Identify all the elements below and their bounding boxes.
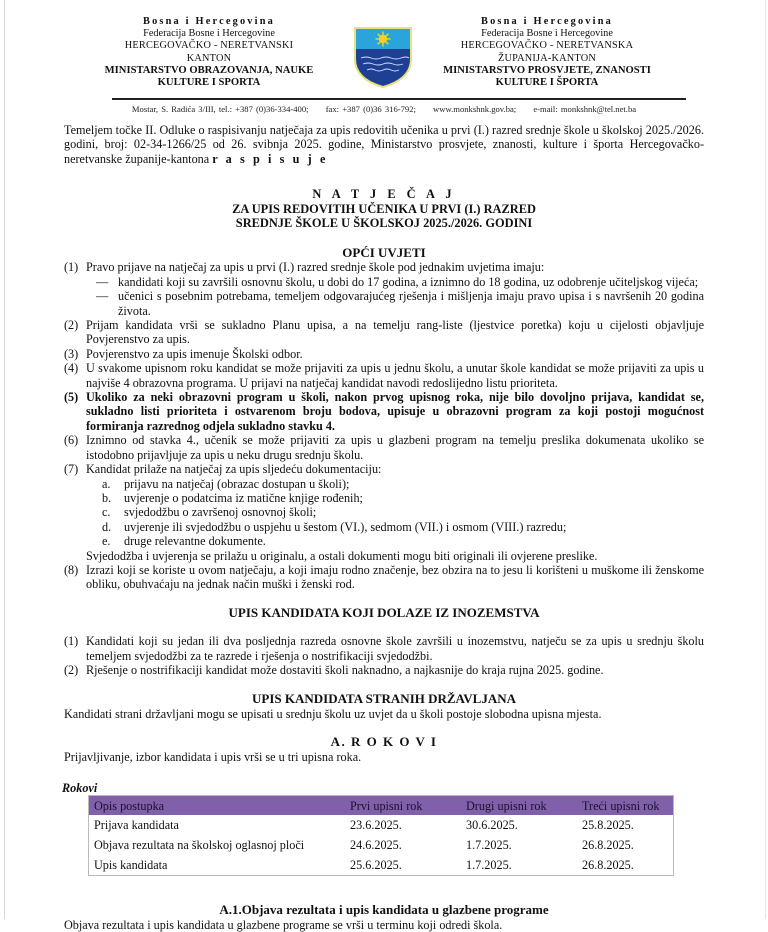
document-list-item bbox=[64, 491, 704, 505]
item-text: uvjerenje ili svjedodžbu o uspjehu u šestom (VI.), sedmom (VII.) i osmom (VIII.) razredu; bbox=[124, 519, 567, 534]
deadlines-table-label: Rokovi bbox=[62, 781, 98, 795]
list-item bbox=[64, 433, 704, 462]
ministry-name: MINISTARSTVO OBRAZOVANJA, NAUKE bbox=[104, 64, 314, 76]
table-cell: Upis kandidata bbox=[94, 858, 168, 873]
deadlines-table bbox=[88, 795, 674, 876]
item-number: (4) bbox=[64, 361, 79, 376]
dash-bullet: — bbox=[96, 274, 109, 289]
list-item bbox=[64, 634, 704, 663]
item-number: (7) bbox=[64, 462, 79, 477]
section-heading-abroad: UPIS KANDIDATA KOJI DOLAZE IZ INOZEMSTVA bbox=[228, 604, 540, 620]
section-heading-music: A.1.Objava rezultata i upis kandidata u glazbene programe bbox=[219, 902, 549, 918]
letterhead-left bbox=[84, 16, 334, 89]
item-text: Pravo prijave na natječaj za upis u prvi (I.) razred srednje škole pod jednakim uvjetima imaju: bbox=[86, 260, 545, 275]
list-item bbox=[64, 663, 704, 677]
contact-email-link[interactable]: e-mail: monkshnk@tel.net.ba bbox=[533, 104, 637, 114]
document-list-item bbox=[64, 520, 704, 534]
table-cell: Prijava kandidata bbox=[94, 818, 179, 833]
table-cell: Objava rezultata na školskoj oglasnoj ploči bbox=[94, 838, 305, 853]
table-header-row bbox=[89, 796, 674, 816]
dash-item bbox=[64, 275, 704, 289]
item-text: Povjerenstvo za upis imenuje Školski odbor. bbox=[86, 346, 303, 361]
section-heading-deadlines: A. R O K O V I bbox=[330, 734, 438, 750]
column-header: Prvi upisni rok bbox=[345, 796, 461, 816]
item-text: uvjerenje o podatcima iz matične knjige rođenih; bbox=[124, 490, 363, 505]
contact-line bbox=[64, 104, 704, 114]
item-letter: e. bbox=[102, 534, 111, 549]
document-body bbox=[64, 123, 704, 932]
federation-name: Federacija Bosne i Hercegovine bbox=[481, 28, 613, 40]
table-cell: 26.8.2025. bbox=[582, 838, 634, 853]
item-text: U svakome upisnom roku kandidat se može prijaviti za upis u jednu školu, a unutar škole kandidat se može prijaviti za upis u najviše 4 obrazovna programa. U prijavi na natječaj kandidat navodi redoslijedno listu prioriteta. bbox=[86, 361, 704, 390]
canton-name: HERCEGOVAČKO - NERETVANSKA bbox=[460, 40, 634, 52]
contact-website-link[interactable]: www.monkshnk.gov.ba; bbox=[433, 104, 517, 114]
item-number: (6) bbox=[64, 433, 79, 448]
federation-name: Federacija Bosne i Hercegovine bbox=[143, 28, 275, 40]
letterhead bbox=[64, 0, 704, 95]
table-cell: 23.6.2025. bbox=[350, 818, 402, 833]
title-line-2: ZA UPIS REDOVITIH UČENIKA U PRVI (I.) RAZRED bbox=[232, 201, 536, 216]
list-item bbox=[64, 361, 704, 390]
document-title bbox=[64, 187, 704, 231]
title-line-3: SREDNJE ŠKOLE U ŠKOLSKOJ 2025./2026. GODINI bbox=[235, 216, 533, 231]
canton-label: KANTON bbox=[186, 52, 232, 64]
canton-label: ŽUPANIJA-KANTON bbox=[498, 52, 596, 64]
country-name: Bosna i Hercegovina bbox=[481, 16, 613, 27]
item-text: Izrazi koji se koriste u ovom natječaju, a koji imaju rodno značenje, bez obzira na to jesu li korišteni u muškome ili ženskome obliku, obuhvaćaju na jednak način muški i ženski rod. bbox=[86, 562, 704, 592]
item-number: (2) bbox=[64, 662, 79, 677]
item-text: Kandidat prilaže na natječaj za upis sljedeću dokumentaciju: bbox=[86, 462, 382, 477]
item-number: (1) bbox=[64, 260, 79, 275]
dash-item bbox=[64, 289, 704, 318]
dash-text: učenici s posebnim potrebama, temeljem odgovarajućeg rješenja i mišljenja imaju pravo upisa i s navršenih 20 godina života. bbox=[118, 289, 704, 318]
music-paragraph: Objava rezultata i upis kandidata u glazbene programe se vrši u terminu koji odredi škola. bbox=[64, 917, 503, 932]
section-heading-foreign: UPIS KANDIDATA STRANIH DRŽAVLJANA bbox=[251, 691, 516, 707]
item-number: (2) bbox=[64, 318, 79, 333]
canton-name: HERCEGOVAČKO - NERETVANSKI bbox=[124, 40, 294, 52]
table-cell: 1.7.2025. bbox=[466, 858, 512, 873]
country-name: Bosna i Hercegovina bbox=[143, 16, 275, 27]
column-header: Treći upisni rok bbox=[577, 796, 674, 816]
document-list-item bbox=[64, 534, 704, 548]
list-item bbox=[64, 563, 704, 592]
document-page bbox=[62, 0, 704, 932]
document-list-item bbox=[64, 477, 704, 491]
item-letter: b. bbox=[102, 490, 112, 505]
foreign-paragraph: Kandidati strani državljani mogu se upisati u srednju školu uz uvjet da u školi postoje slobodna upisna mjesta. bbox=[64, 706, 602, 721]
item-letter: c. bbox=[102, 505, 111, 520]
item-text: svjedodžbu o završenoj osnovnoj školi; bbox=[124, 505, 317, 520]
intro-paragraph bbox=[64, 123, 704, 166]
contact-address: Mostar, S. Radića 3/III, tel.: +387 (0)36-334-400; bbox=[131, 104, 309, 114]
deadlines-paragraph: Prijavljivanje, izbor kandidata i upis vrši se u tri upisna roka. bbox=[64, 749, 362, 764]
contact-fax: fax: +387 (0)36 316-792; bbox=[325, 104, 416, 114]
section-heading-general: OPĆI UVJETI bbox=[342, 245, 426, 260]
coat-of-arms-icon bbox=[351, 25, 415, 89]
page-edge-right bbox=[765, 0, 766, 919]
item-text: Rješenje o nostrifikaciji kandidat može dostaviti školi naknadno, a najkasnije do kraja rujna 2025. godine. bbox=[86, 662, 604, 677]
intro-text: Temeljem točke II. Odluke o raspisivanju natječaja za upis redovitih učenika u prvi (I.) razred srednje škole u školskoj 2025./2026. godini, broj: 02-34-1266/25 od 26. svibnja 2025. godine, Ministarstvo prosvjete, znanosti, kulture i športa Hercegovačko-neretvanske županije-kantona bbox=[64, 123, 704, 166]
table-row bbox=[89, 815, 674, 835]
item-number: (8) bbox=[64, 562, 79, 577]
item-text: Iznimno od stavka 4., učenik se može prijaviti za upis u glazbeni program na temelju preslika dokumenata ukoliko se istodobno prijavljuje za upis u neku drugu srednju školu. bbox=[86, 433, 704, 462]
ministry-name-2: KULTURE I SPORTA bbox=[157, 77, 261, 89]
item-text: Kandidati koji su jedan ili dva posljednja razreda osnovne škole završili u inozemstvu, natječu se za upis u srednju školu temeljem svjedodžbi za te razrede i rješenja o nostrifikaciji svjedodžbi. bbox=[86, 634, 704, 663]
item-text: Ukoliko za neki obrazovni program u školi, nakon prvog upisnog roka, nije bilo dovoljno prijava, kandidat se, sukladno listi prioriteta i ostvarenom broju bodova, upisuje u obrazovni program za koji postoji mogućnost formiranja razrednog odjela sukladno stavku 4. bbox=[86, 390, 704, 433]
item-number: (5) bbox=[64, 390, 79, 405]
table-row bbox=[89, 835, 674, 855]
item-letter: a. bbox=[102, 476, 111, 491]
list-item-bold bbox=[64, 390, 704, 433]
document-list-item bbox=[64, 505, 704, 519]
header-divider bbox=[112, 98, 686, 100]
table-cell: 1.7.2025. bbox=[466, 838, 512, 853]
list-item bbox=[64, 347, 704, 361]
table-cell: 25.8.2025. bbox=[582, 818, 634, 833]
item-text: Prijam kandidata vrši se sukladno Planu upisa, a na temelju rang-liste (ljestvice poretka) koju u cijelosti objavljuje Povjerenstvo za upis. bbox=[86, 318, 704, 347]
table-cell: 25.6.2025. bbox=[350, 858, 402, 873]
intro-emphasis: r a s p i s u j e bbox=[212, 151, 328, 166]
page-edge-left bbox=[4, 0, 5, 919]
table-cell: 30.6.2025. bbox=[466, 818, 518, 833]
table-row bbox=[89, 855, 674, 876]
table-cell: 26.8.2025. bbox=[582, 858, 634, 873]
item-text: prijavu na natječaj (obrazac dostupan u školi); bbox=[124, 476, 350, 491]
column-header: Drugi upisni rok bbox=[461, 796, 577, 816]
list-item bbox=[64, 462, 704, 476]
title-line-1: N A T J E Č A J bbox=[312, 187, 456, 202]
dash-text: kandidati koji su završili osnovnu školu, u dobi do 17 godina, a iznimno do 18 godina, uz odobrenje učiteljskog vijeća; bbox=[118, 274, 699, 289]
item-letter: d. bbox=[102, 519, 112, 534]
list-item bbox=[64, 318, 704, 347]
item-number: (3) bbox=[64, 346, 79, 361]
dash-bullet: — bbox=[96, 289, 109, 304]
item-number: (1) bbox=[64, 634, 79, 649]
column-header: Opis postupka bbox=[89, 796, 346, 816]
table-cell: 24.6.2025. bbox=[350, 838, 402, 853]
documents-note: Svjedodžba i uvjerenja se prilažu u originalu, a ostali dokumenti mogu biti originali ili ovjerene preslike. bbox=[86, 548, 598, 563]
ministry-name: MINISTARSTVO PROSVJETE, ZNANOSTI bbox=[443, 64, 651, 76]
list-item bbox=[64, 260, 704, 274]
item-text: druge relevantne dokumente. bbox=[124, 534, 266, 549]
letterhead-right bbox=[422, 16, 672, 89]
ministry-name-2: KULTURE I ŠPORTA bbox=[495, 77, 599, 89]
